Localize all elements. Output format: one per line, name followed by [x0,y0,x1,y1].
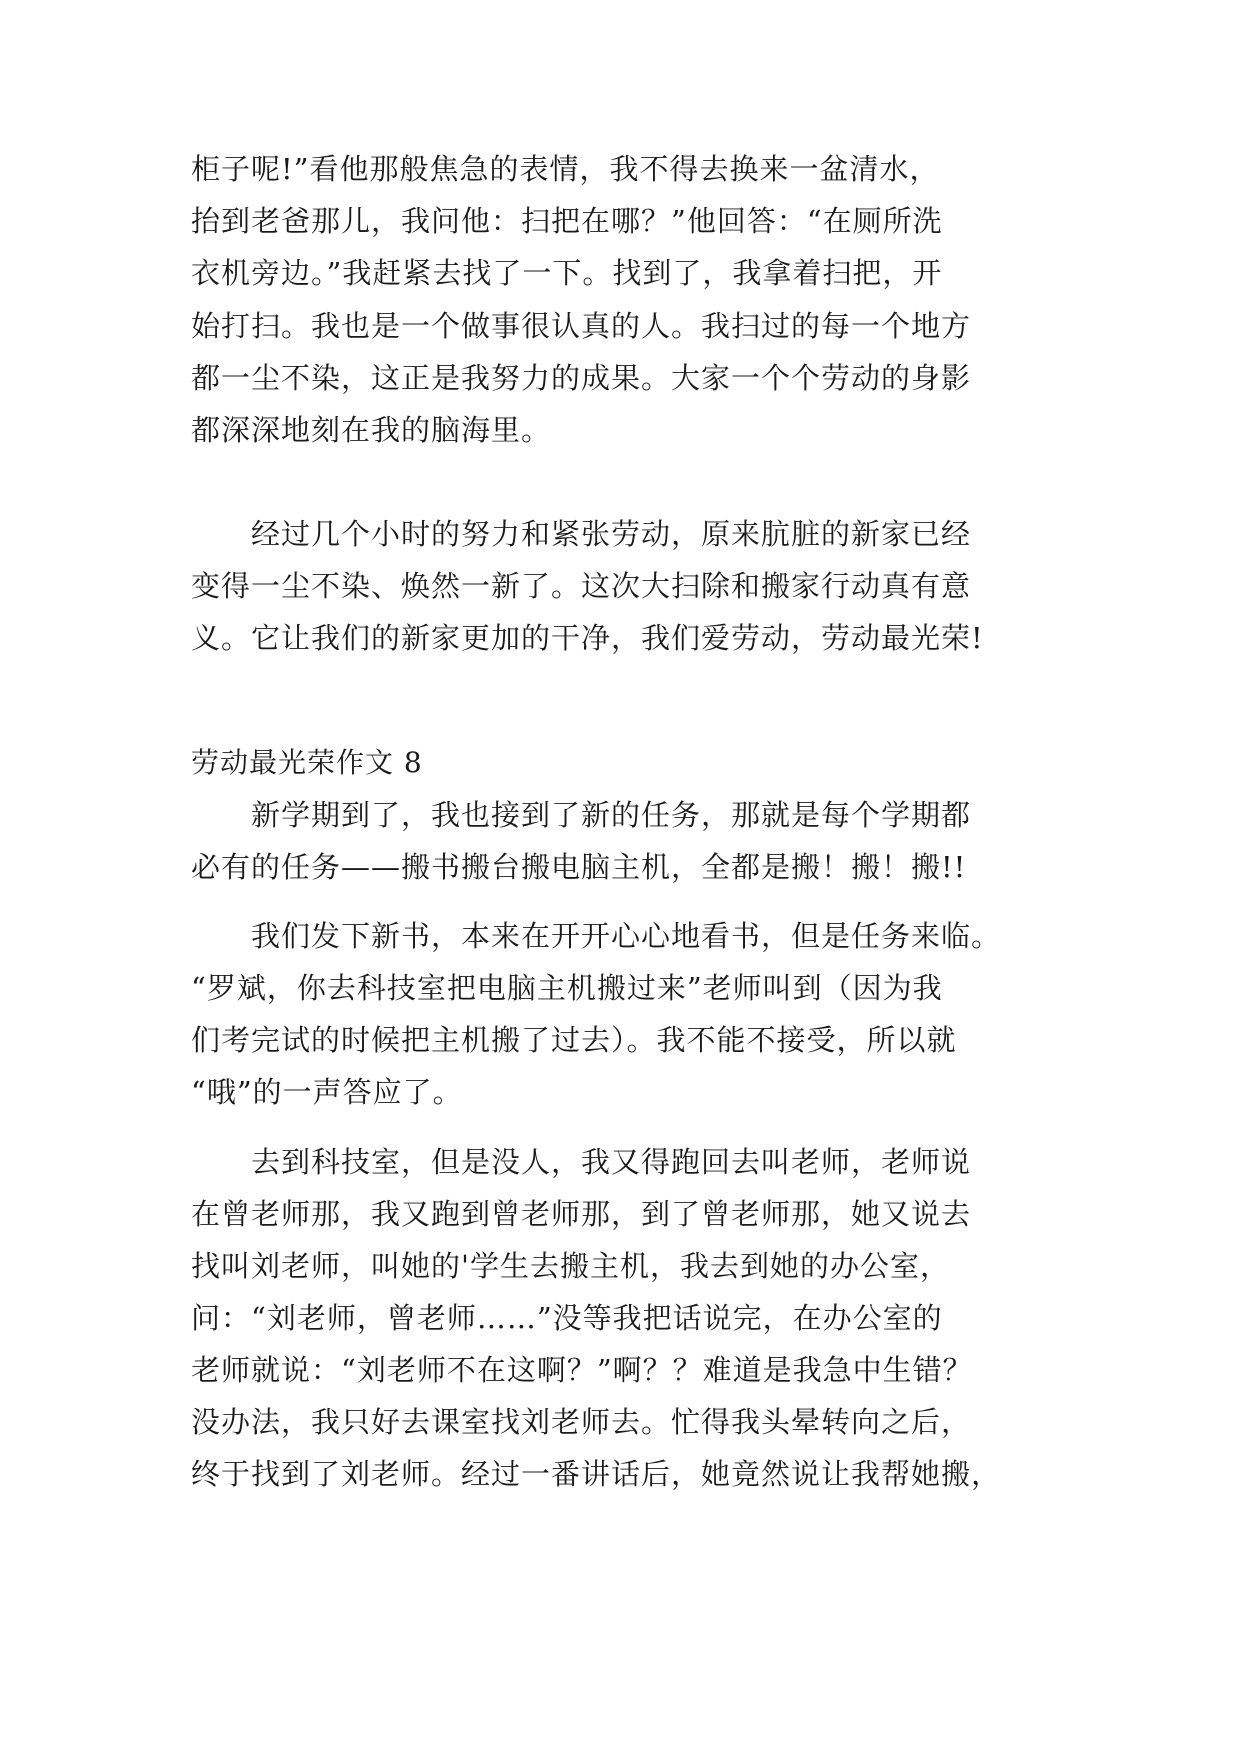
paragraph-line: 变得一尘不染、焕然一新了。这次大扫除和搬家行动真有意 [191,569,972,603]
paragraph-line: 都一尘不染，这正是我努力的成果。大家一个个劳动的身影 [191,361,972,395]
paragraph-line: 我们发下新书，本来在开开心心地看书，但是任务来临。 [191,919,1002,953]
paragraph-line: 老师就说：“刘老师不在这啊？”啊？？难道是我急中生错？ [191,1353,973,1387]
paragraph-line: 没办法，我只好去课室找刘老师去。忙得我头晕转向之后， [191,1405,972,1439]
section-title: 劳动最光荣作文 8 [191,746,423,779]
paragraph-line: 义。它让我们的新家更加的干净，我们爱劳动，劳动最光荣! [191,621,984,655]
paragraph-line: 经过几个小时的努力和紧张劳动，原来肮脏的新家已经 [191,517,972,551]
paragraph-line: 衣机旁边。”我赶紧去找了一下。找到了，我拿着扫把，开 [191,256,943,290]
paragraph-line: 抬到老爸那儿，我问他：扫把在哪？”他回答：“在厕所洗 [191,204,943,238]
paragraph-line: 都深深地刻在我的脑海里。 [191,413,552,447]
paragraph-line: 新学期到了，我也接到了新的任务，那就是每个学期都 [191,798,972,832]
paragraph-line: 终于找到了刘老师。经过一番讲话后，她竟然说让我帮她搬， [191,1457,1002,1491]
paragraph-line: “罗斌，你去科技室把电脑主机搬过来”老师叫到（因为我 [191,971,943,1005]
paragraph-line: 问：“刘老师，曾老师……”没等我把话说完，在办公室的 [191,1301,943,1335]
paragraph-line: “哦”的一声答应了。 [191,1075,463,1109]
paragraph-line: 们考完试的时候把主机搬了过去）。我不能不接受，所以就 [191,1023,957,1057]
paragraph-line: 柜子呢!”看他那般焦急的表情，我不得去换来一盆清水， [191,152,940,186]
paragraph-line: 在曾老师那，我又跑到曾老师那，到了曾老师那，她又说去 [191,1197,972,1231]
paragraph-line: 去到科技室，但是没人，我又得跑回去叫老师，老师说 [191,1145,972,1179]
paragraph-line: 找叫刘老师，叫她的'学生去搬主机，我去到她的办公室， [191,1249,950,1283]
paragraph-line: 必有的任务——搬书搬台搬电脑主机，全都是搬！搬！搬!! [191,850,967,884]
paragraph-line: 始打扫。我也是一个做事很认真的人。我扫过的每一个地方 [191,309,972,343]
